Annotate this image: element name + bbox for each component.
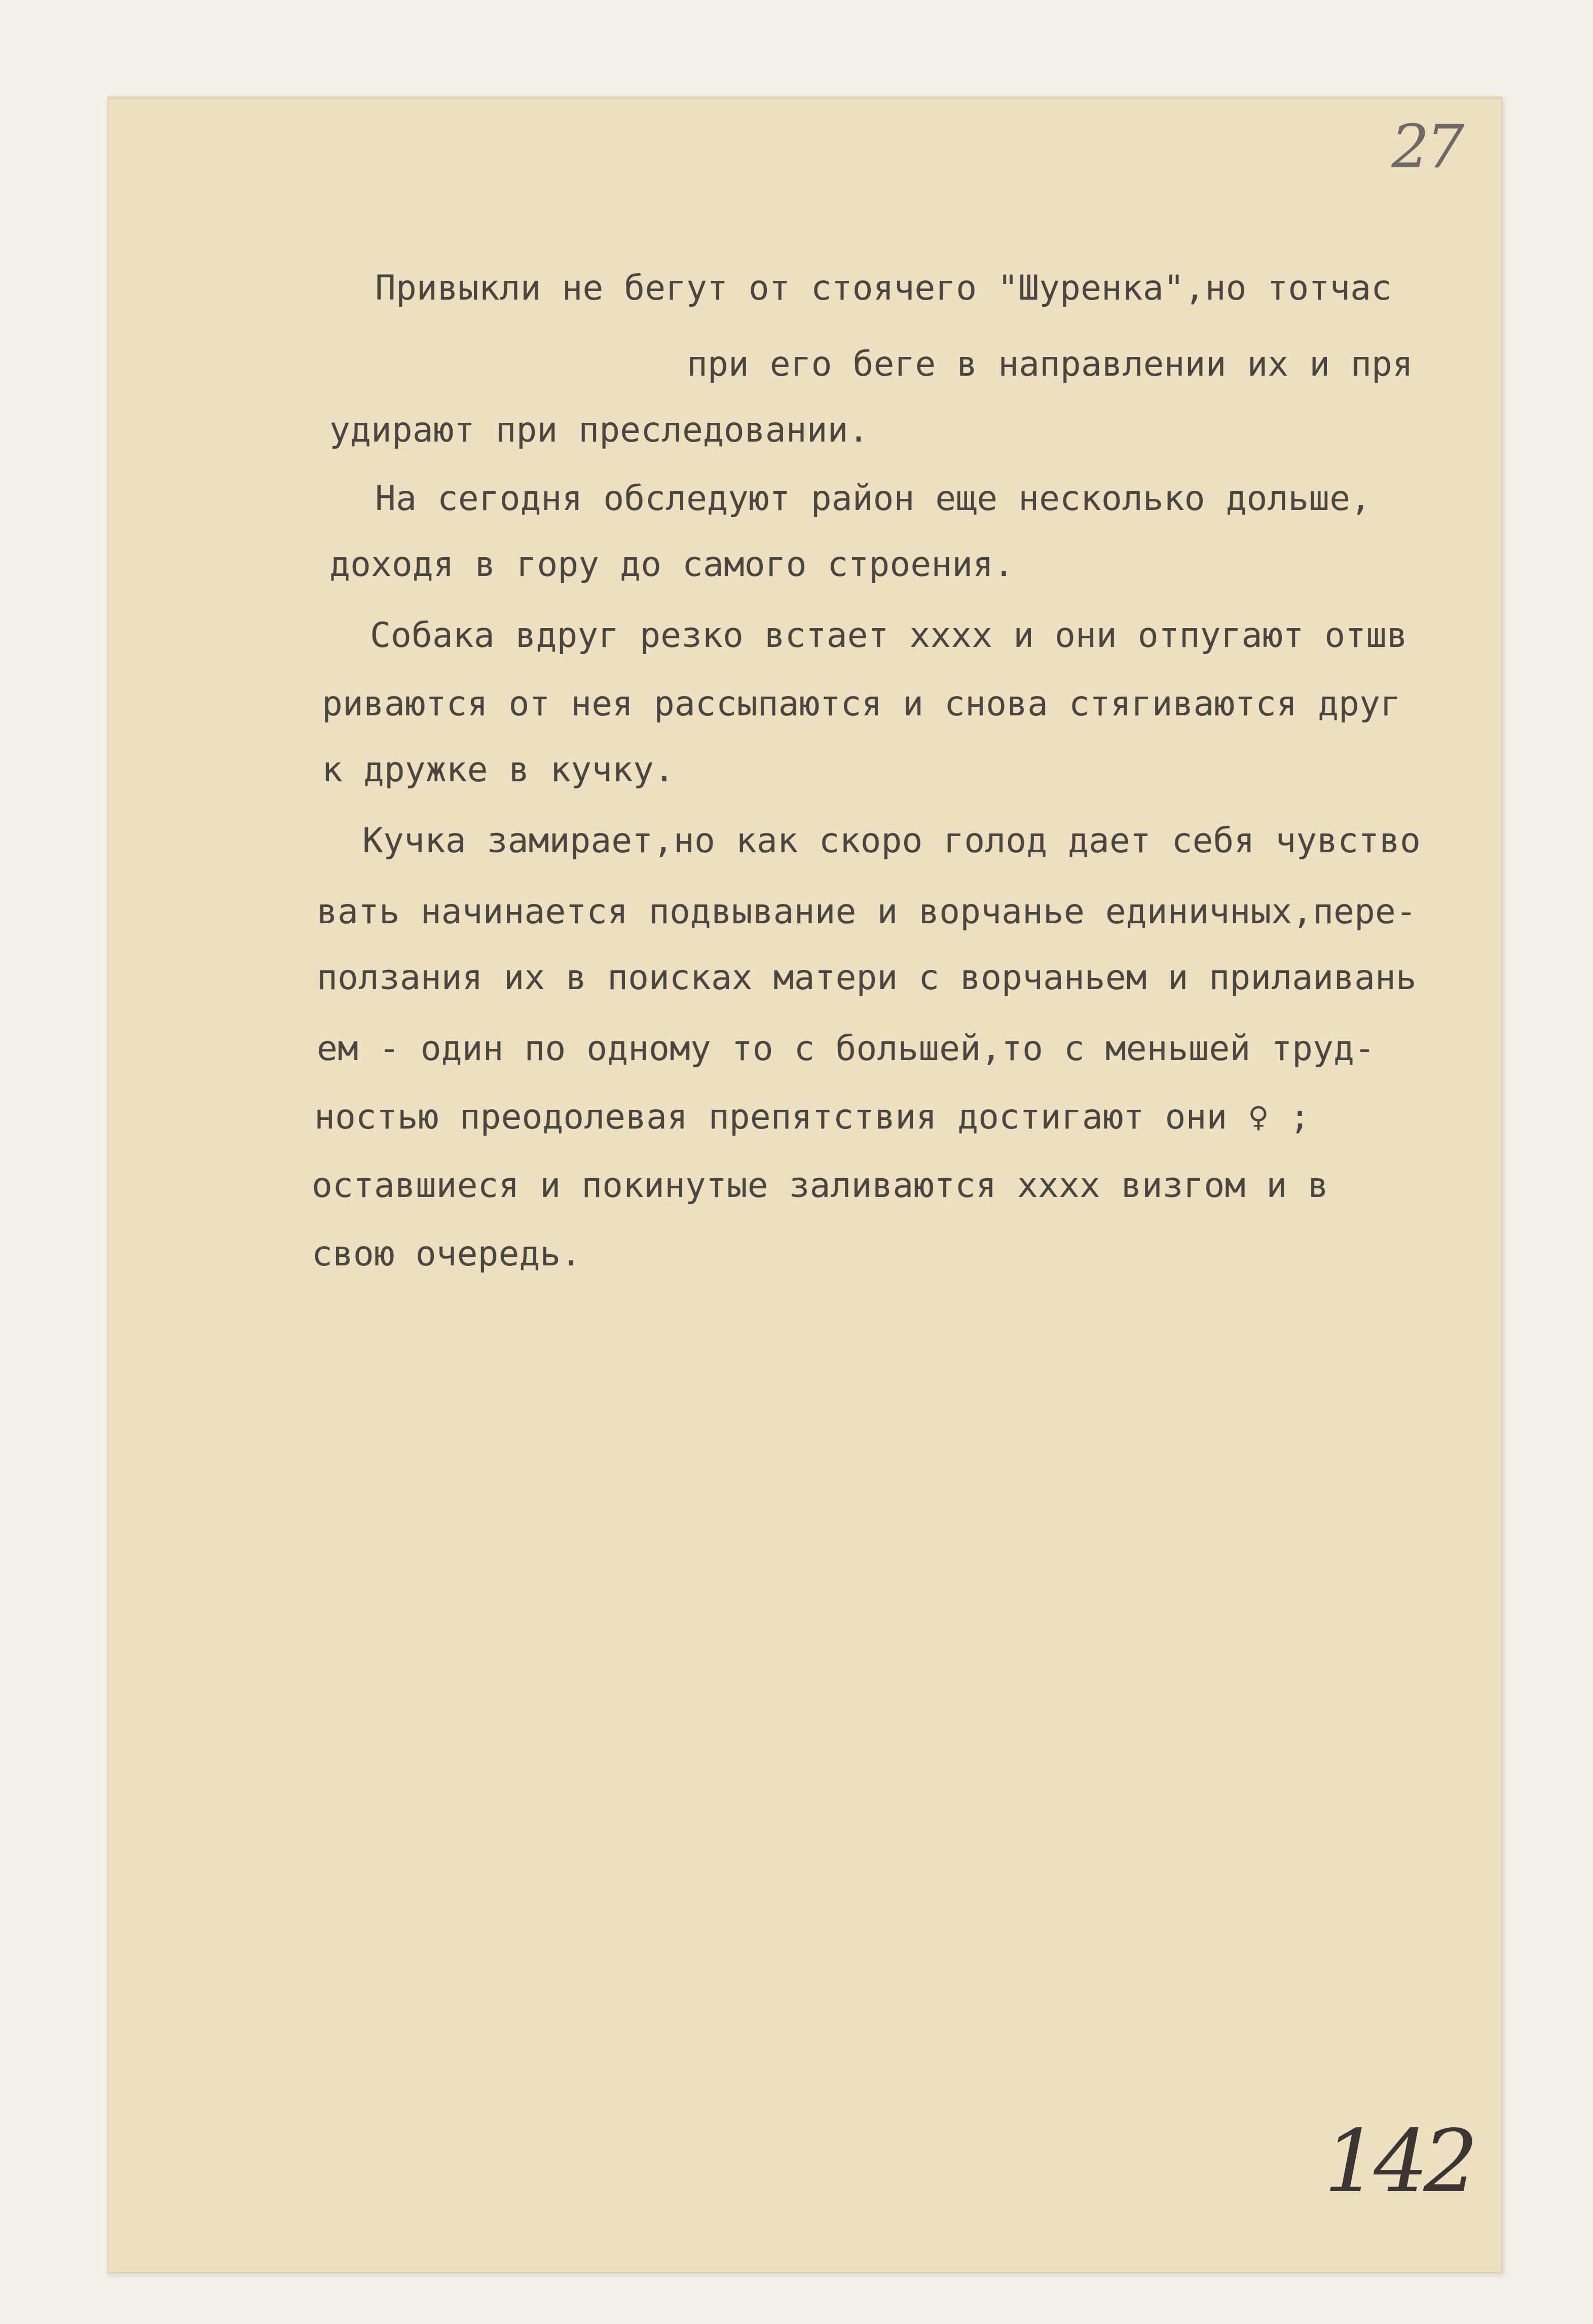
text-line: при его беге в направлении их и пря [687, 344, 1413, 384]
text-line: свою очередь. [312, 1234, 582, 1274]
text-line: оставшиеся и покинутые заливаются xxxx визгом и в [312, 1166, 1329, 1206]
text-line: ползания их в поисках матери с ворчаньем и прилаивань [317, 958, 1417, 998]
text-line: Кучка замирает,но как скоро голод дает себя чувство [362, 821, 1421, 861]
text-line: доходя в гору до самого строения. [329, 544, 1015, 585]
text-line: вать начинается подвывание и ворчанье единичных,пере- [317, 892, 1417, 932]
text-line: к дружке в кучку. [322, 750, 675, 790]
archive-number: 142 [1324, 2112, 1473, 2212]
text-line: Собака вдруг резко встает xxxx и они отпугают отшв [370, 615, 1407, 656]
page-number: 27 [1391, 112, 1462, 181]
text-line: ностью преодолевая препятствия достигают они ♀ ; [314, 1097, 1311, 1137]
text-line: риваются от нея рассыпаются и снова стягиваются друг [322, 684, 1401, 724]
text-line: удирают при преследовании. [329, 410, 869, 450]
text-line: ем - один по одному то с большей,то с меньшей труд- [317, 1029, 1375, 1069]
text-line: На сегодня обследуют район еще несколько дольше, [375, 479, 1372, 519]
text-line: Привыкли не бегут от стоячего "Шуренка",но тотчас [375, 268, 1392, 308]
